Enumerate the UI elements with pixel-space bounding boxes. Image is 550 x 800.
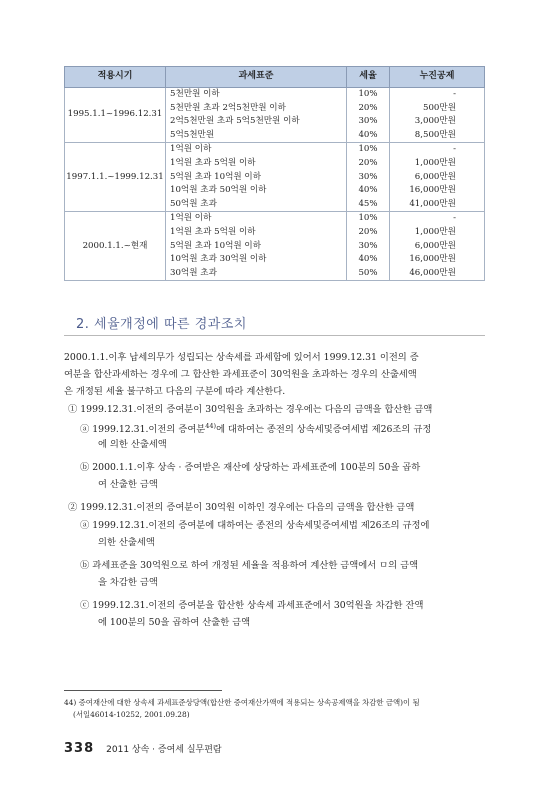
- item-2: ② 1999.12.31.이전의 증여분이 30억원 이하인 경우에는 다음의 금액을 합산한 금액: [68, 502, 415, 513]
- deduction-value: 16,000만원: [409, 185, 456, 196]
- deduction-cell: [390, 88, 485, 143]
- item-1: ① 1999.12.31.이전의 증여분이 30억원을 초과하는 경우에는 다음의 금액을 합산한 금액: [68, 404, 433, 415]
- rate-value: 40%: [358, 185, 378, 196]
- rate-cell: [347, 143, 390, 212]
- rate-cell: [347, 88, 390, 143]
- deduction-value: -: [453, 213, 456, 224]
- bracket-value: 5천만원 이하: [170, 89, 220, 99]
- page-footer: [64, 741, 222, 756]
- deduction-value: -: [453, 89, 456, 99]
- bracket-value: 5억5천만원: [170, 129, 215, 140]
- period-cell: 1995.1.1~1996.12.31: [65, 88, 166, 143]
- deduction-value: 500만원: [422, 102, 456, 113]
- item-2b: ⓑ 과세표준을 30억원으로 하여 개정된 세율을 적용하여 계산한 금액에서 ㅁ의 금액: [80, 560, 419, 571]
- deduction-value: 8,500만원: [414, 129, 456, 140]
- bracket-value: 50억원 초과: [170, 198, 217, 209]
- deduction-value: 3,000만원: [414, 116, 456, 127]
- deduction-cell: [390, 212, 485, 281]
- item-1b: ⓑ 2000.1.1.이후 상속 · 증여받은 재산에 상당하는 과세표준에 100분의 50을 곱하: [80, 462, 421, 473]
- footnote: [64, 697, 420, 721]
- deduction-cell: [390, 143, 485, 212]
- item-1a-text-rest: 에 대하여는 종전의 상속세및증여세법 제26조의 규정: [216, 424, 432, 436]
- intro-line: 은 개정된 세율 불구하고 다음의 구분에 따라 계산한다.: [64, 386, 286, 397]
- rate-value: 20%: [358, 102, 378, 113]
- deduction-value: 1,000만원: [414, 157, 456, 168]
- table-row: [65, 88, 485, 143]
- bracket-value: 5천만원 초과 2억5천만원 이하: [170, 102, 286, 113]
- rate-value: 30%: [358, 240, 378, 251]
- deduction-value: 46,000만원: [409, 267, 456, 278]
- bracket-value: 10억원 초과 50억원 이하: [170, 185, 267, 196]
- bracket-cell: [166, 88, 347, 143]
- header-bracket: 과세표준: [166, 67, 347, 88]
- rate-value: 40%: [358, 254, 378, 265]
- intro-line: 2000.1.1.이후 납세의무가 성립되는 상속세를 과세함에 있어서 1999.12.31 이전의 증: [64, 352, 419, 363]
- rate-value: 20%: [358, 157, 378, 168]
- footnote-ref: 44): [205, 422, 217, 430]
- footnote-rule: [64, 690, 222, 691]
- table-row: [65, 143, 485, 212]
- table-header-row: [65, 67, 485, 88]
- header-period: 적용시기: [65, 67, 166, 88]
- header-deduction: 누진공제: [390, 67, 485, 88]
- rate-value: 10%: [358, 213, 378, 224]
- page-number: 338: [64, 741, 95, 756]
- deduction-value: 1,000만원: [414, 226, 456, 237]
- bracket-cell: [166, 212, 347, 281]
- deduction-value: 6,000만원: [414, 240, 456, 251]
- bracket-value: 5억원 초과 10억원 이하: [170, 171, 262, 182]
- header-rate: 세율: [347, 67, 390, 88]
- deduction-value: -: [453, 144, 456, 155]
- bracket-value: 30억원 초과: [170, 267, 217, 278]
- bracket-value: 1억원 이하: [170, 213, 212, 224]
- rate-value: 10%: [358, 144, 378, 155]
- section-title: 2. 세율개정에 따른 경과조치: [76, 317, 247, 332]
- rate-value: 30%: [358, 116, 378, 127]
- period-cell: 1997.1.1.~1999.12.31: [65, 143, 166, 212]
- table-row: [65, 212, 485, 281]
- intro-paragraph: [64, 349, 488, 400]
- book-title: 2011 상속 · 증여세 실무편람: [106, 745, 222, 755]
- bracket-value: 10억원 초과 30억원 이하: [170, 254, 267, 265]
- item-2a: ⓐ 1999.12.31.이전의 증여분에 대하여는 종전의 상속세및증여세법 제26조의 규정에: [80, 520, 430, 531]
- deduction-value: 16,000만원: [409, 254, 456, 265]
- bracket-value: 5억원 초과 10억원 이하: [170, 240, 262, 251]
- item-2c: ⓒ 1999.12.31.이전의 증여분을 합산한 상속세 과세표준에서 30억원을 차감한 잔액: [80, 600, 424, 611]
- intro-line: 여분을 합산과세하는 경우에 그 합산한 과세표준이 30억원을 초과하는 경우의 산출세액: [64, 369, 417, 380]
- rate-value: 50%: [358, 267, 378, 278]
- footnote-line: (서일46014-10252, 2001.09.28): [73, 710, 190, 719]
- bracket-cell: [166, 143, 347, 212]
- item-2a-continued: 의한 산출세액: [98, 537, 155, 548]
- rate-value: 20%: [358, 226, 378, 237]
- rate-cell: [347, 212, 390, 281]
- footnote-line: 44) 증여재산에 대한 상속세 과세표준상당액(합산한 증여재산가액에 적용되는 상속공제액을 차감한 금액)이 됨: [64, 698, 420, 707]
- deduction-value: 6,000만원: [414, 171, 456, 182]
- item-2b-continued: 을 차감한 금액: [98, 577, 158, 588]
- rate-value: 10%: [358, 89, 378, 99]
- item-1b-continued: 여 산출한 금액: [98, 479, 158, 490]
- tax-rate-table: [64, 66, 485, 281]
- rate-value: 40%: [358, 129, 378, 140]
- section-divider: [64, 335, 485, 336]
- period-cell: 2000.1.1.~현재: [65, 212, 166, 281]
- bracket-value: 1억원 이하: [170, 144, 212, 155]
- deduction-value: 41,000만원: [409, 198, 456, 209]
- item-2c-continued: 에 100분의 50을 곱하여 산출한 금액: [98, 617, 251, 628]
- rate-value: 30%: [358, 171, 378, 182]
- item-1a-continued: 에 의한 산출세액: [98, 439, 167, 450]
- item-1a-text: ⓐ 1999.12.31.이전의 증여분: [80, 424, 206, 436]
- bracket-value: 1억원 초과 5억원 이하: [170, 157, 256, 168]
- bracket-value: 2억5천만원 초과 5억5천만원 이하: [170, 116, 300, 127]
- rate-value: 45%: [358, 198, 378, 209]
- bracket-value: 1억원 초과 5억원 이하: [170, 226, 256, 237]
